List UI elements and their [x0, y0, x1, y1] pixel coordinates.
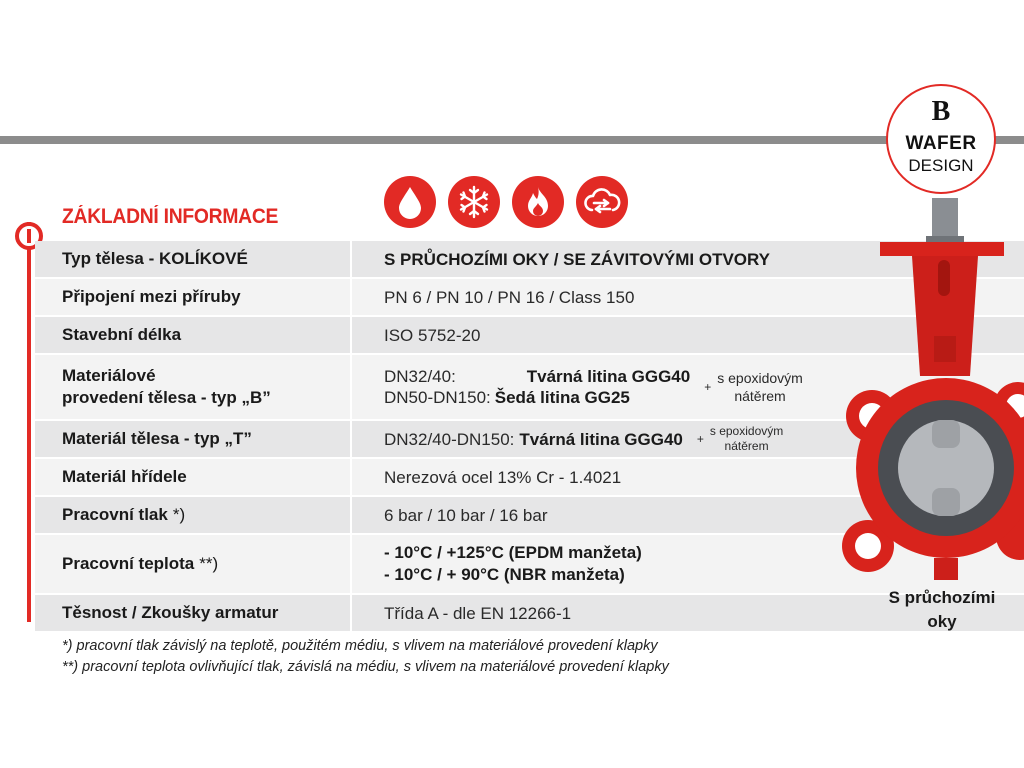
size-label: DN32/40: [384, 367, 456, 386]
material-name: Tvárná litina GGG40 [519, 429, 683, 449]
valve-caption-line-1: S průchozími [888, 588, 996, 607]
wafer-design-badge [886, 84, 996, 194]
material-name: Tvárná litina GGG40 [526, 367, 691, 386]
snowflake-icon [448, 176, 500, 228]
row-label [35, 535, 352, 593]
coating-line-1: s epoxidovým [717, 370, 803, 386]
row-label: Stavební délka [35, 317, 352, 353]
butterfly-valve-image [842, 196, 1024, 580]
footnote-marker: **) [199, 554, 219, 573]
property-icons [384, 176, 628, 228]
top-divider [0, 136, 1024, 144]
material-grid [384, 366, 690, 408]
coating-note [717, 369, 803, 405]
section-title: ZÁKLADNÍ INFORMACE [62, 205, 279, 228]
badge-line-1: WAFER [905, 133, 977, 154]
row-label-line-1: Materiálové [62, 366, 156, 385]
badge-letter: B [931, 96, 951, 127]
plus-sign: + [704, 379, 712, 394]
row-value: 6 bar / 10 bar / 16 bar [384, 505, 548, 525]
coating-line-2: nátěrem [724, 439, 769, 453]
row-label: Typ tělesa - KOLÍKOVÉ [35, 241, 352, 277]
footnote-temperature: **) pracovní teplota ovlivňující tlak, závislá na médiu, s vlivem na materiálové provedení klapky [62, 659, 669, 675]
size-label: DN50-DN150: [384, 388, 491, 407]
row-label [35, 497, 352, 533]
row-label: Materiál tělesa - typ „T” [35, 421, 352, 457]
coating-line-2: nátěrem [734, 388, 786, 404]
material-name: Šedá litina GG25 [494, 388, 630, 407]
row-label-text: Pracovní teplota [62, 554, 195, 573]
row-value: ISO 5752-20 [384, 325, 481, 345]
valve-caption [868, 586, 1016, 634]
size-label: DN32/40-DN150: [384, 429, 515, 449]
footnotes [62, 636, 669, 678]
row-label-line-2: provedení tělesa - typ „B” [62, 388, 271, 407]
row-label [35, 355, 352, 419]
water-drop-icon [384, 176, 436, 228]
badge-line-2: DESIGN [908, 156, 974, 175]
cloud-arrows-icon [576, 176, 628, 228]
footnote-pressure: *) pracovní tlak závislý na teplotě, použitém médiu, s vlivem na materiálové provedení klapky [62, 638, 658, 654]
row-label: Materiál hřídele [35, 459, 352, 495]
row-value: Třída A - dle EN 12266-1 [384, 603, 572, 623]
valve-caption-line-2: oky [927, 612, 957, 631]
row-value: S PRŮCHOZÍMI OKY / SE ZÁVITOVÝMI OTVORY [384, 249, 771, 269]
coating-note [710, 424, 783, 454]
row-value: Nerezová ocel 13% Cr - 1.4021 [384, 467, 622, 487]
temp-epdm: - 10°C / +125°C (EPDM manžeta) [384, 543, 642, 562]
coating-line-1: s epoxidovým [709, 424, 784, 438]
section-marker-line [27, 222, 31, 622]
row-value: PN 6 / PN 10 / PN 16 / Class 150 [384, 287, 635, 307]
footnote-marker: *) [172, 505, 186, 524]
row-label: Připojení mezi příruby [35, 279, 352, 315]
flame-icon [512, 176, 564, 228]
row-label-text: Pracovní tlak [62, 505, 168, 524]
row-label: Těsnost / Zkoušky armatur [35, 595, 352, 631]
temp-nbr: - 10°C / + 90°C (NBR manžeta) [384, 565, 625, 584]
plus-sign: + [696, 431, 704, 446]
